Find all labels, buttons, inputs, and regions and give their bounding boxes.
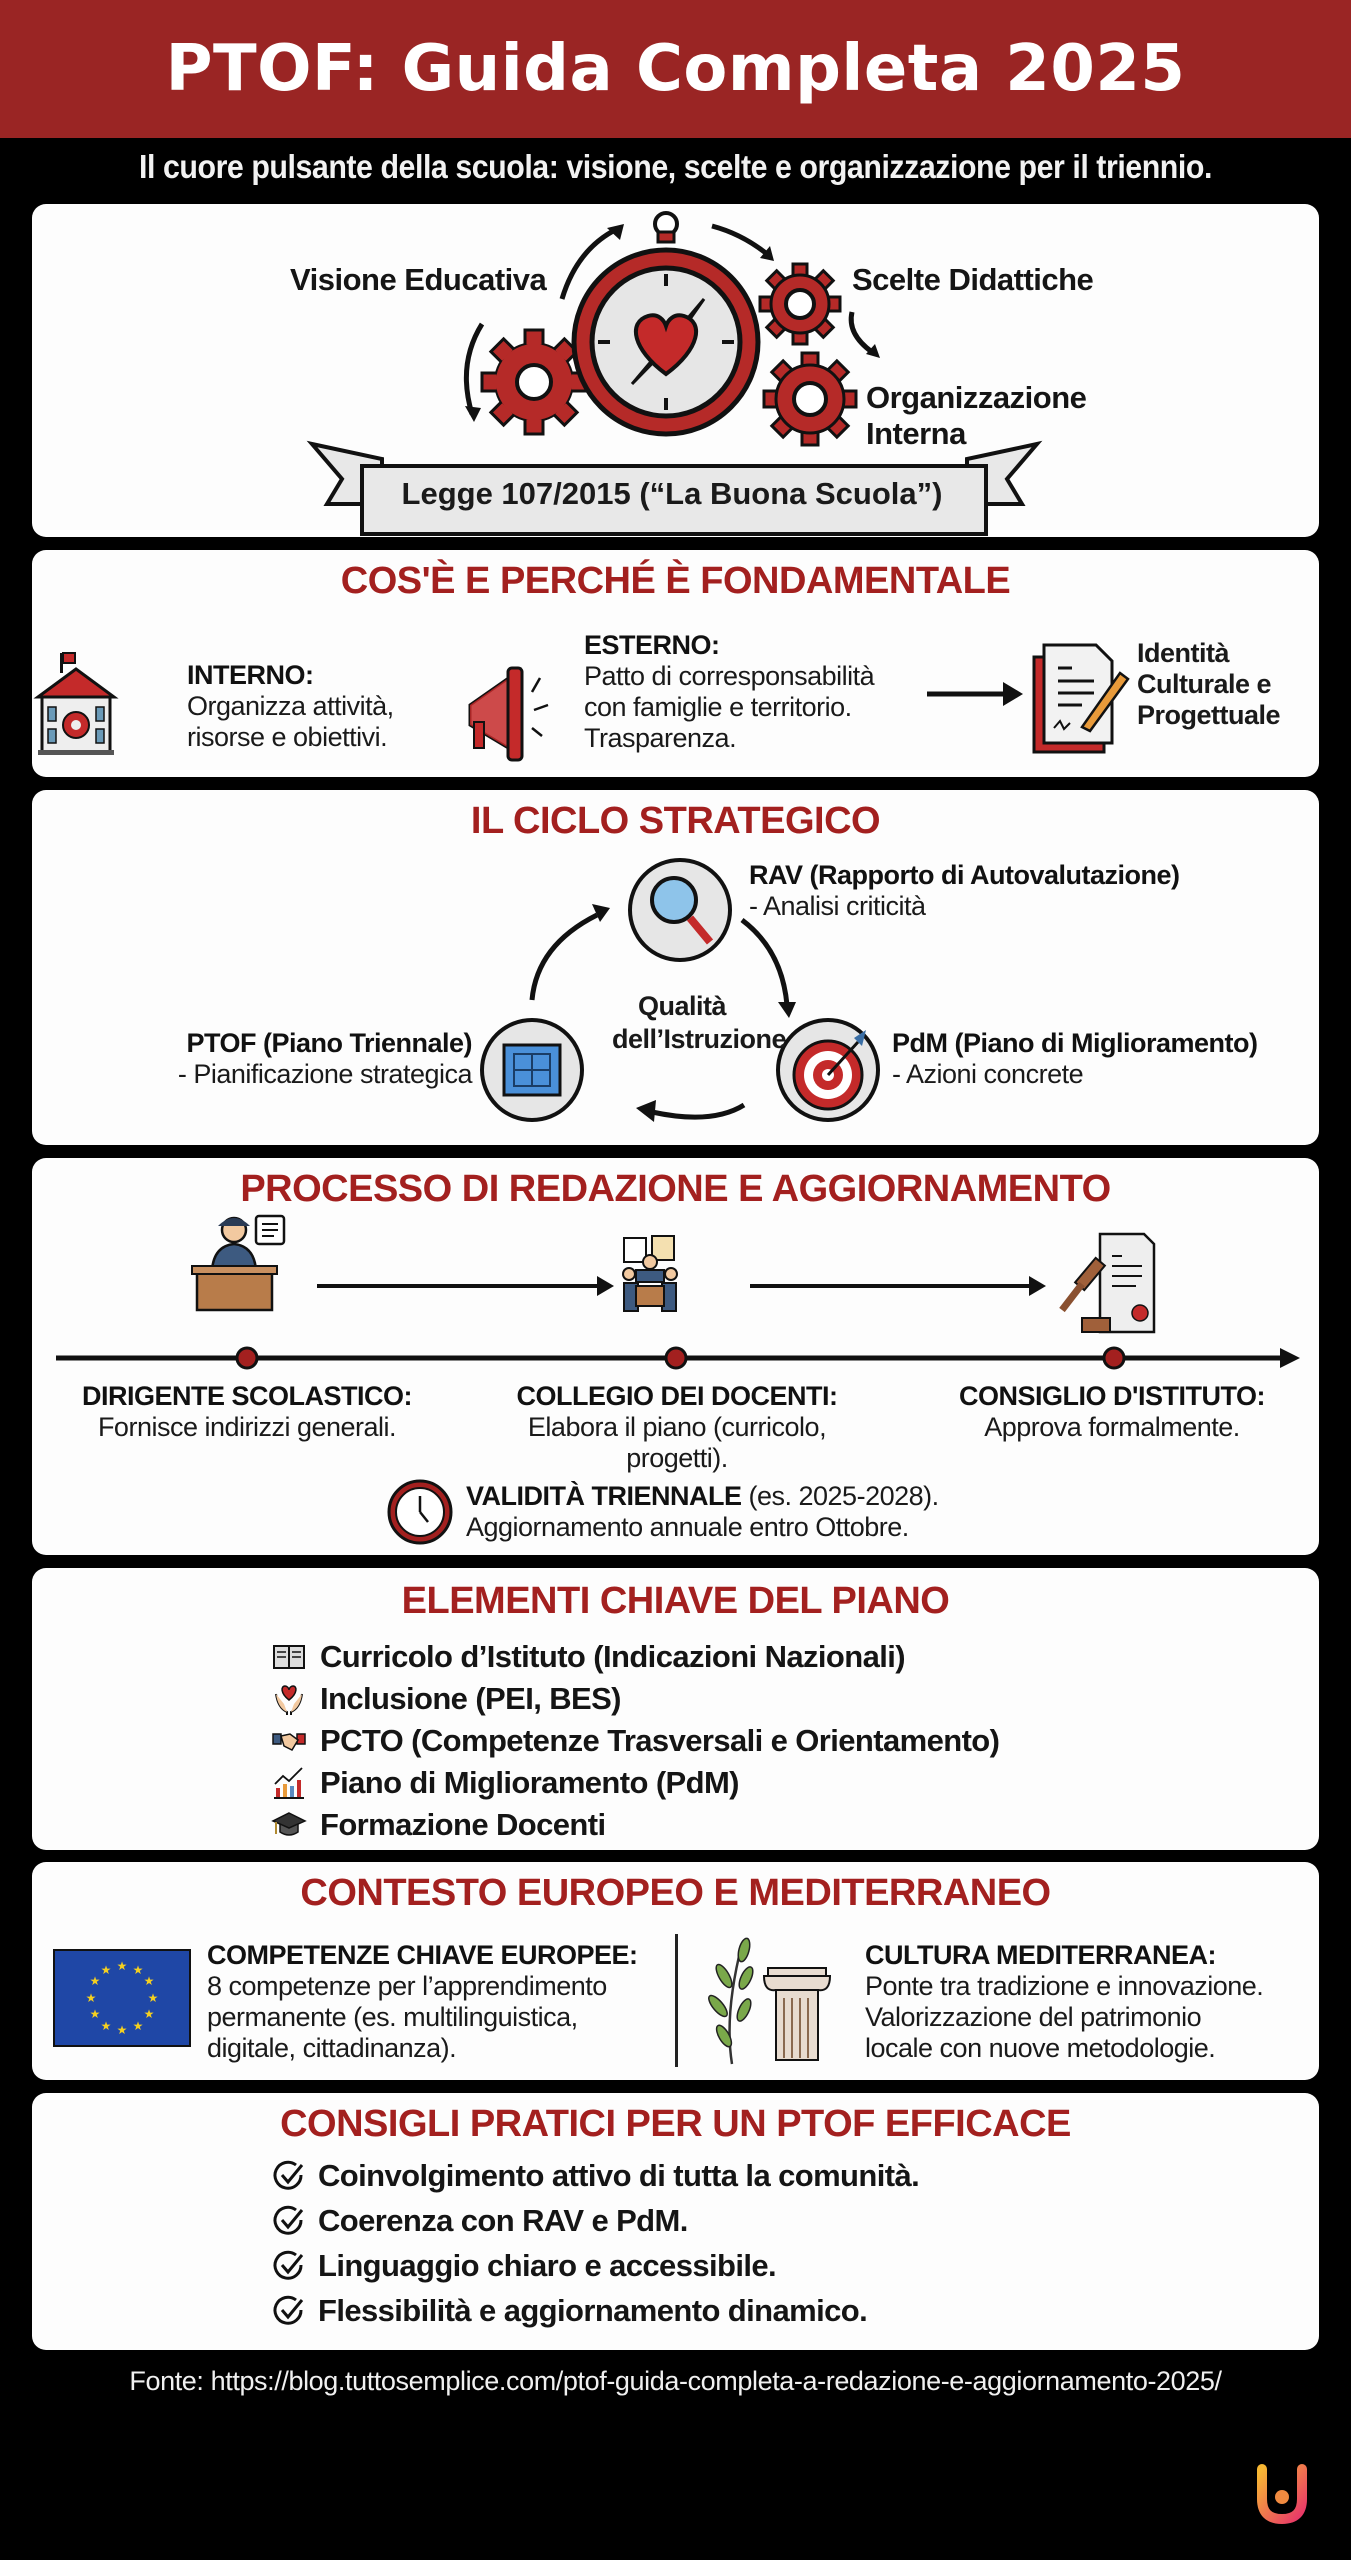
- process-card: [32, 1158, 1319, 1555]
- page-title: PTOF: Guida Completa 2025: [165, 32, 1186, 106]
- check-circle-icon: [272, 2294, 306, 2328]
- list-item: PCTO (Competenze Trasversali e Orientamento): [272, 1720, 999, 1762]
- hands-heart-icon: [272, 1682, 306, 1716]
- list-item: Piano di Miglioramento (PdM): [272, 1762, 999, 1804]
- cycle-diagram: [32, 790, 1319, 1145]
- svg-text:★: ★: [85, 1991, 97, 2005]
- esterno-block: ESTERNO: Patto di corresponsabilità con famiglie e territorio. Trasparenza.: [584, 630, 875, 753]
- context-title: CONTESTO EUROPEO E MEDITERRANEO: [300, 1872, 1051, 1914]
- tips-card: [32, 2093, 1319, 2350]
- clock-icon: [389, 1481, 451, 1543]
- school-building-icon: [34, 645, 154, 765]
- list-item: Curricolo d’Istituto (Indicazioni Nazionali): [272, 1636, 999, 1678]
- svg-text:★: ★: [132, 1963, 144, 1977]
- process-step-collegio: COLLEGIO DEI DOCENTI: Elabora il piano (curricolo, progetti).: [516, 1381, 838, 1473]
- svg-text:★: ★: [143, 2007, 155, 2021]
- source-link[interactable]: Fonte: https://blog.tuttosemplice.com/ptof-guida-completa-a-redazione-e-aggiornamento-2025/: [129, 2366, 1222, 2396]
- meeting-table-icon: [623, 1236, 677, 1311]
- validity-note: VALIDITÀ TRIENNALE (es. 2025-2028). Aggiornamento annuale entro Ottobre.: [466, 1481, 939, 1542]
- elements-title: ELEMENTI CHIAVE DEL PIANO: [401, 1580, 950, 1622]
- label-scelte: Scelte Didattiche: [852, 262, 1094, 297]
- page-subtitle: Il cuore pulsante della scuola: visione, scelte e organizzazione per il triennio.: [139, 148, 1212, 185]
- brand-logo-icon: [1252, 2463, 1312, 2525]
- check-circle-icon: [272, 2159, 306, 2193]
- cycle-node-pdm: PdM (Piano di Miglioramento) - Azioni concrete: [892, 1028, 1258, 1089]
- svg-text:★: ★: [143, 1974, 155, 1988]
- process-title: PROCESSO DI REDAZIONE E AGGIORNAMENTO: [240, 1168, 1111, 1210]
- svg-text:★: ★: [132, 2019, 144, 2033]
- list-item: Coinvolgimento attivo di tutta la comunità.: [272, 2153, 919, 2198]
- document-pen-icon: [1032, 643, 1142, 758]
- definition-card: [32, 550, 1319, 777]
- list-item: Linguaggio chiaro e accessibile.: [272, 2243, 919, 2288]
- list-item: Formazione Docenti: [272, 1804, 999, 1846]
- interno-block: INTERNO: Organizza attività, risorse e obiettivi.: [187, 660, 394, 752]
- eu-flag-icon: [54, 1950, 194, 2050]
- europe-block: COMPETENZE CHIAVE EUROPEE: 8 competenze per l’apprendimento permanente (es. multilinguistica, digitale, cittadinanza).: [207, 1940, 638, 2063]
- check-circle-icon: [272, 2204, 306, 2238]
- graduation-cap-icon: [272, 1808, 306, 1842]
- definition-title: COS'È E PERCHÉ È FONDAMENTALE: [340, 560, 1011, 602]
- list-item: Coerenza con RAV e PdM.: [272, 2198, 919, 2243]
- gavel-document-icon: [1062, 1234, 1154, 1332]
- olive-column-icon: [702, 1934, 842, 2074]
- tips-list: [272, 2153, 919, 2333]
- list-item: Flessibilità e aggiornamento dinamico.: [272, 2288, 919, 2333]
- megaphone-icon: [460, 660, 560, 760]
- svg-text:★: ★: [89, 1974, 101, 1988]
- cycle-node-ptof: PTOF (Piano Triennale) - Pianificazione strategica: [177, 1028, 472, 1089]
- law-ribbon: Legge 107/2015 (“La Buona Scuola”): [401, 476, 943, 511]
- cycle-node-rav: RAV (Rapporto di Autovalutazione) - Analisi criticità: [749, 860, 1180, 921]
- svg-text:★: ★: [100, 1963, 112, 1977]
- arrow-right-icon: [927, 680, 1027, 710]
- process-step-dirigente: DIRIGENTE SCOLASTICO: Fornisce indirizzi generali.: [81, 1381, 412, 1442]
- cycle-title: IL CICLO STRATEGICO: [470, 800, 881, 842]
- svg-text:★: ★: [100, 2019, 112, 2033]
- context-card: [32, 1862, 1319, 2080]
- mediterranean-block: CULTURA MEDITERRANEA: Ponte tra tradizione e innovazione. Valorizzazione del patrimonio locale con nuove metodologie.: [865, 1940, 1264, 2063]
- svg-text:★: ★: [116, 2023, 128, 2037]
- growth-chart-icon: [272, 1766, 306, 1800]
- elements-card: [32, 1568, 1319, 1850]
- identity-block: Identità Culturale e Progettuale: [1137, 638, 1281, 730]
- handshake-icon: [272, 1724, 306, 1758]
- book-icon: [272, 1640, 306, 1674]
- hero-card: [32, 204, 1319, 537]
- header-banner: [0, 0, 1351, 138]
- speaker-podium-icon: [192, 1216, 284, 1310]
- svg-text:★: ★: [89, 2007, 101, 2021]
- process-step-consiglio: CONSIGLIO D'ISTITUTO: Approva formalmente.: [959, 1381, 1265, 1442]
- check-circle-icon: [272, 2249, 306, 2283]
- svg-text:★: ★: [147, 1991, 159, 2005]
- cycle-center-label: Qualità dell’Istruzione: [612, 991, 787, 1054]
- elements-list: [272, 1636, 999, 1846]
- label-organizzazione: Organizzazione Interna: [866, 380, 1087, 451]
- label-visione: Visione Educativa: [290, 262, 547, 297]
- cycle-card: [32, 790, 1319, 1145]
- divider: [675, 1934, 678, 2067]
- svg-text:★: ★: [116, 1959, 128, 1973]
- tips-title: CONSIGLI PRATICI PER UN PTOF EFFICACE: [280, 2103, 1071, 2145]
- list-item: Inclusione (PEI, BES): [272, 1678, 999, 1720]
